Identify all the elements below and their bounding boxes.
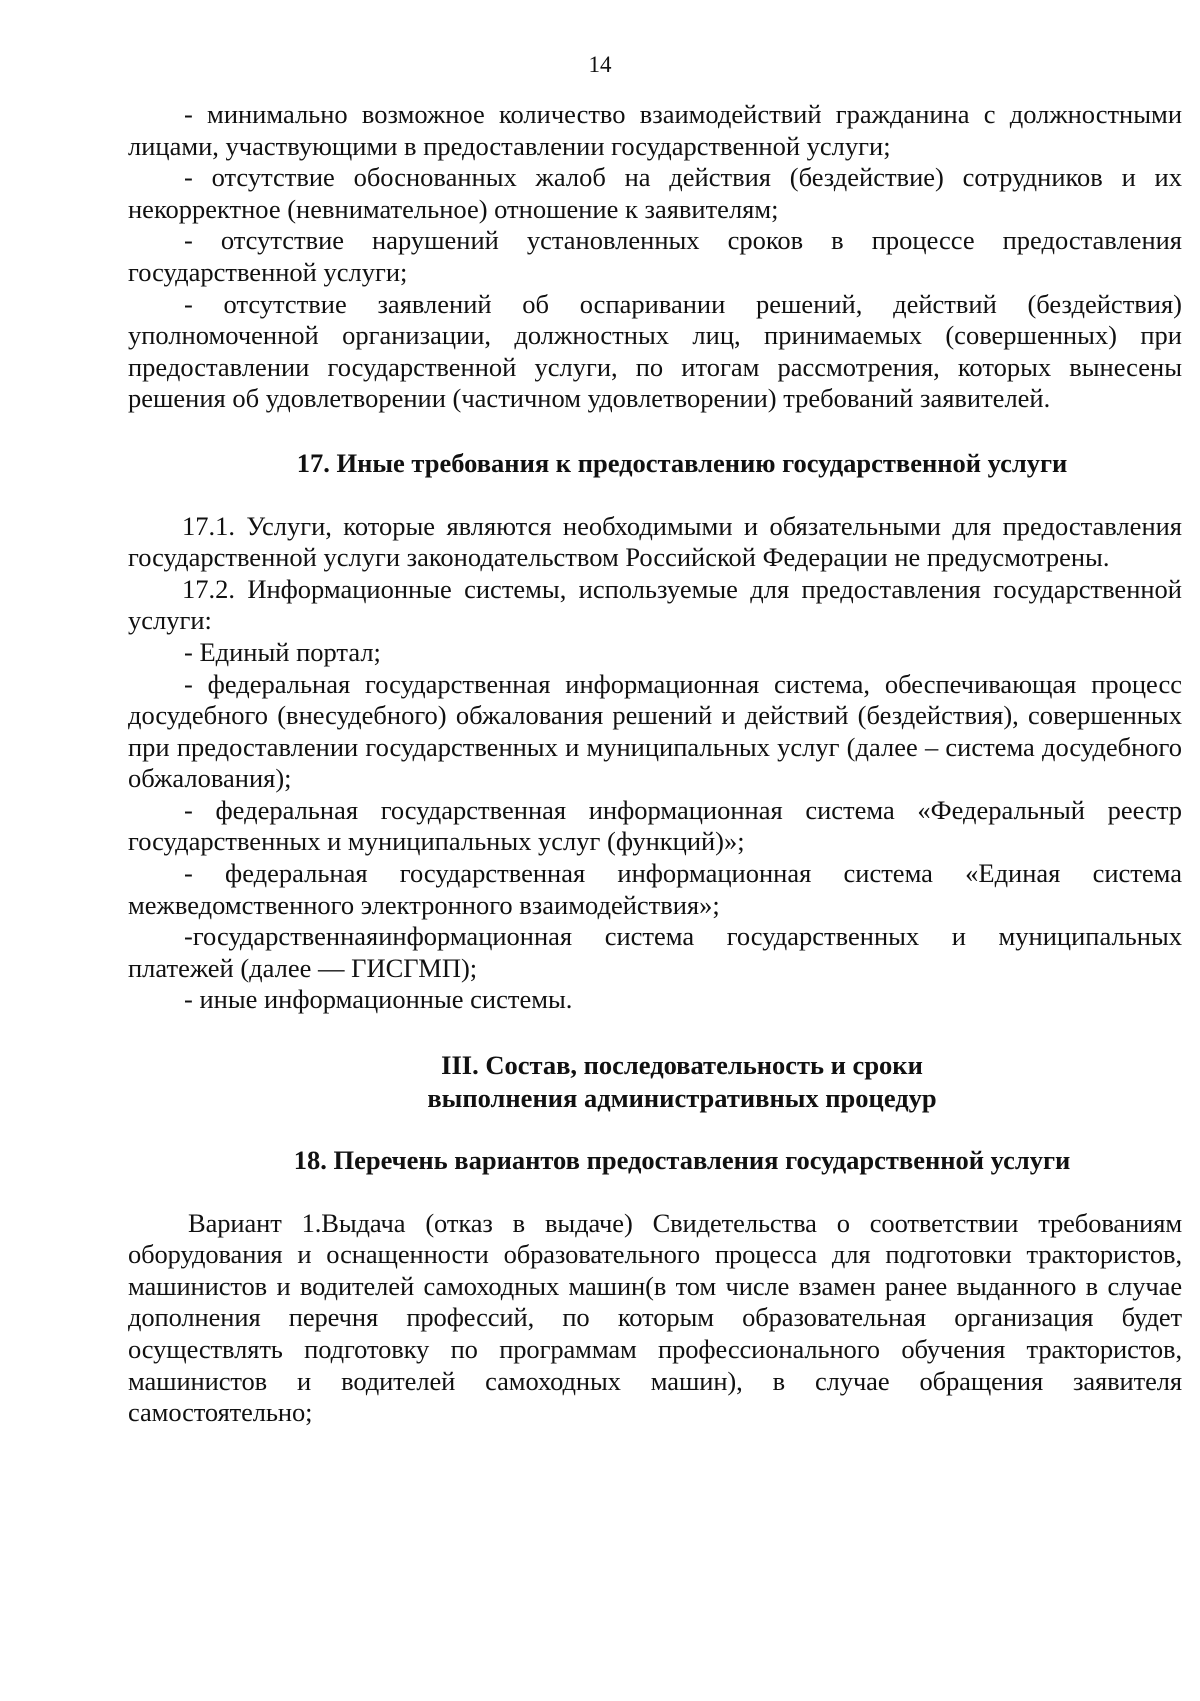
spacer: [128, 1115, 1182, 1145]
list-item-single-portal: - Единый портал;: [184, 636, 381, 667]
paragraph-variant-1: Вариант 1.Выдача (отказ в выдаче) Свидетельства о соответствии требованиям оборудования и оснащенности образовательного процесса для подготовки трактористов, машинистов и водителей самоходных машин(в том числе взамен ранее выданного в случае дополнения перечня профессий, по которым образовательная организация будет осуществлять подготовку по программам профессионального обучения трактористов, машинистов и водителей самоходных машин), в случае обращения заявителя самостоятельно;: [128, 1207, 1182, 1428]
list-item-interagency-system: - федеральная государственная информационная система «Единая система межведомственного электронного взаимодействия»;: [128, 858, 1182, 920]
paragraph-no-deadline-violations: - отсутствие нарушений установленных сроков в процессе предоставления государственной услуги;: [128, 225, 1182, 287]
spacer: [128, 415, 1182, 448]
spacer: [128, 480, 1182, 511]
document-body: [128, 99, 1182, 1429]
paragraph-17-1: 17.1. Услуги, которые являются необходимыми и обязательными для предоставления государственной услуги законодательством Российской Федерации не предусмотрены.: [128, 510, 1182, 573]
paragraph-17-2: 17.2. Информационные системы, используемые для предоставления государственной услуги:: [128, 573, 1182, 636]
list-item-gisgmp: -государственнаяинформационная система государственных и муниципальных платежей (далее — ГИСГМП);: [128, 921, 1182, 983]
section-3-heading-line2: выполнения административных процедур: [427, 1083, 937, 1114]
list-item-federal-registry: - федеральная государственная информационная система «Федеральный реестр государственных и муниципальных услуг (функций)»;: [128, 794, 1182, 857]
spacer: [128, 1016, 1182, 1049]
spacer: [128, 1177, 1182, 1208]
section-17-heading: 17. Иные требования к предоставлению государственной услуги: [296, 447, 1068, 478]
list-item-appeal-system: - федеральная государственная информационная система, обеспечивающая процесс досудебного (внесудебного) обжалования решений и действий (бездействия), совершенных при предоставлении государственных и муниципальных услуг (далее – система досудебного обжалования);: [128, 668, 1182, 794]
section-3-heading-line1: III. Состав, последовательность и сроки: [441, 1050, 923, 1081]
section-18-heading: 18. Перечень вариантов предоставления государственной услуги: [293, 1145, 1071, 1176]
paragraph-no-appeals: - отсутствие заявлений об оспаривании решений, действий (бездействия) уполномоченной организации, должностных лиц, принимаемых (совершенных) при предоставлении государственной услуги, по итогам рассмотрения, которых вынесены решения об удовлетворении (частичном удовлетворении) требований заявителей.: [128, 288, 1182, 414]
paragraph-no-complaints: - отсутствие обоснованных жалоб на действия (бездействие) сотрудников и их некорректное (невнимательное) отношение к заявителям;: [128, 162, 1182, 224]
list-item-other-systems: - иные информационные системы.: [184, 984, 573, 1015]
page-number: 14: [588, 52, 612, 77]
paragraph-min-interactions: - минимально возможное количество взаимодействий гражданина с должностными лицами, участвующими в предоставлении государственной услуги;: [128, 99, 1182, 161]
